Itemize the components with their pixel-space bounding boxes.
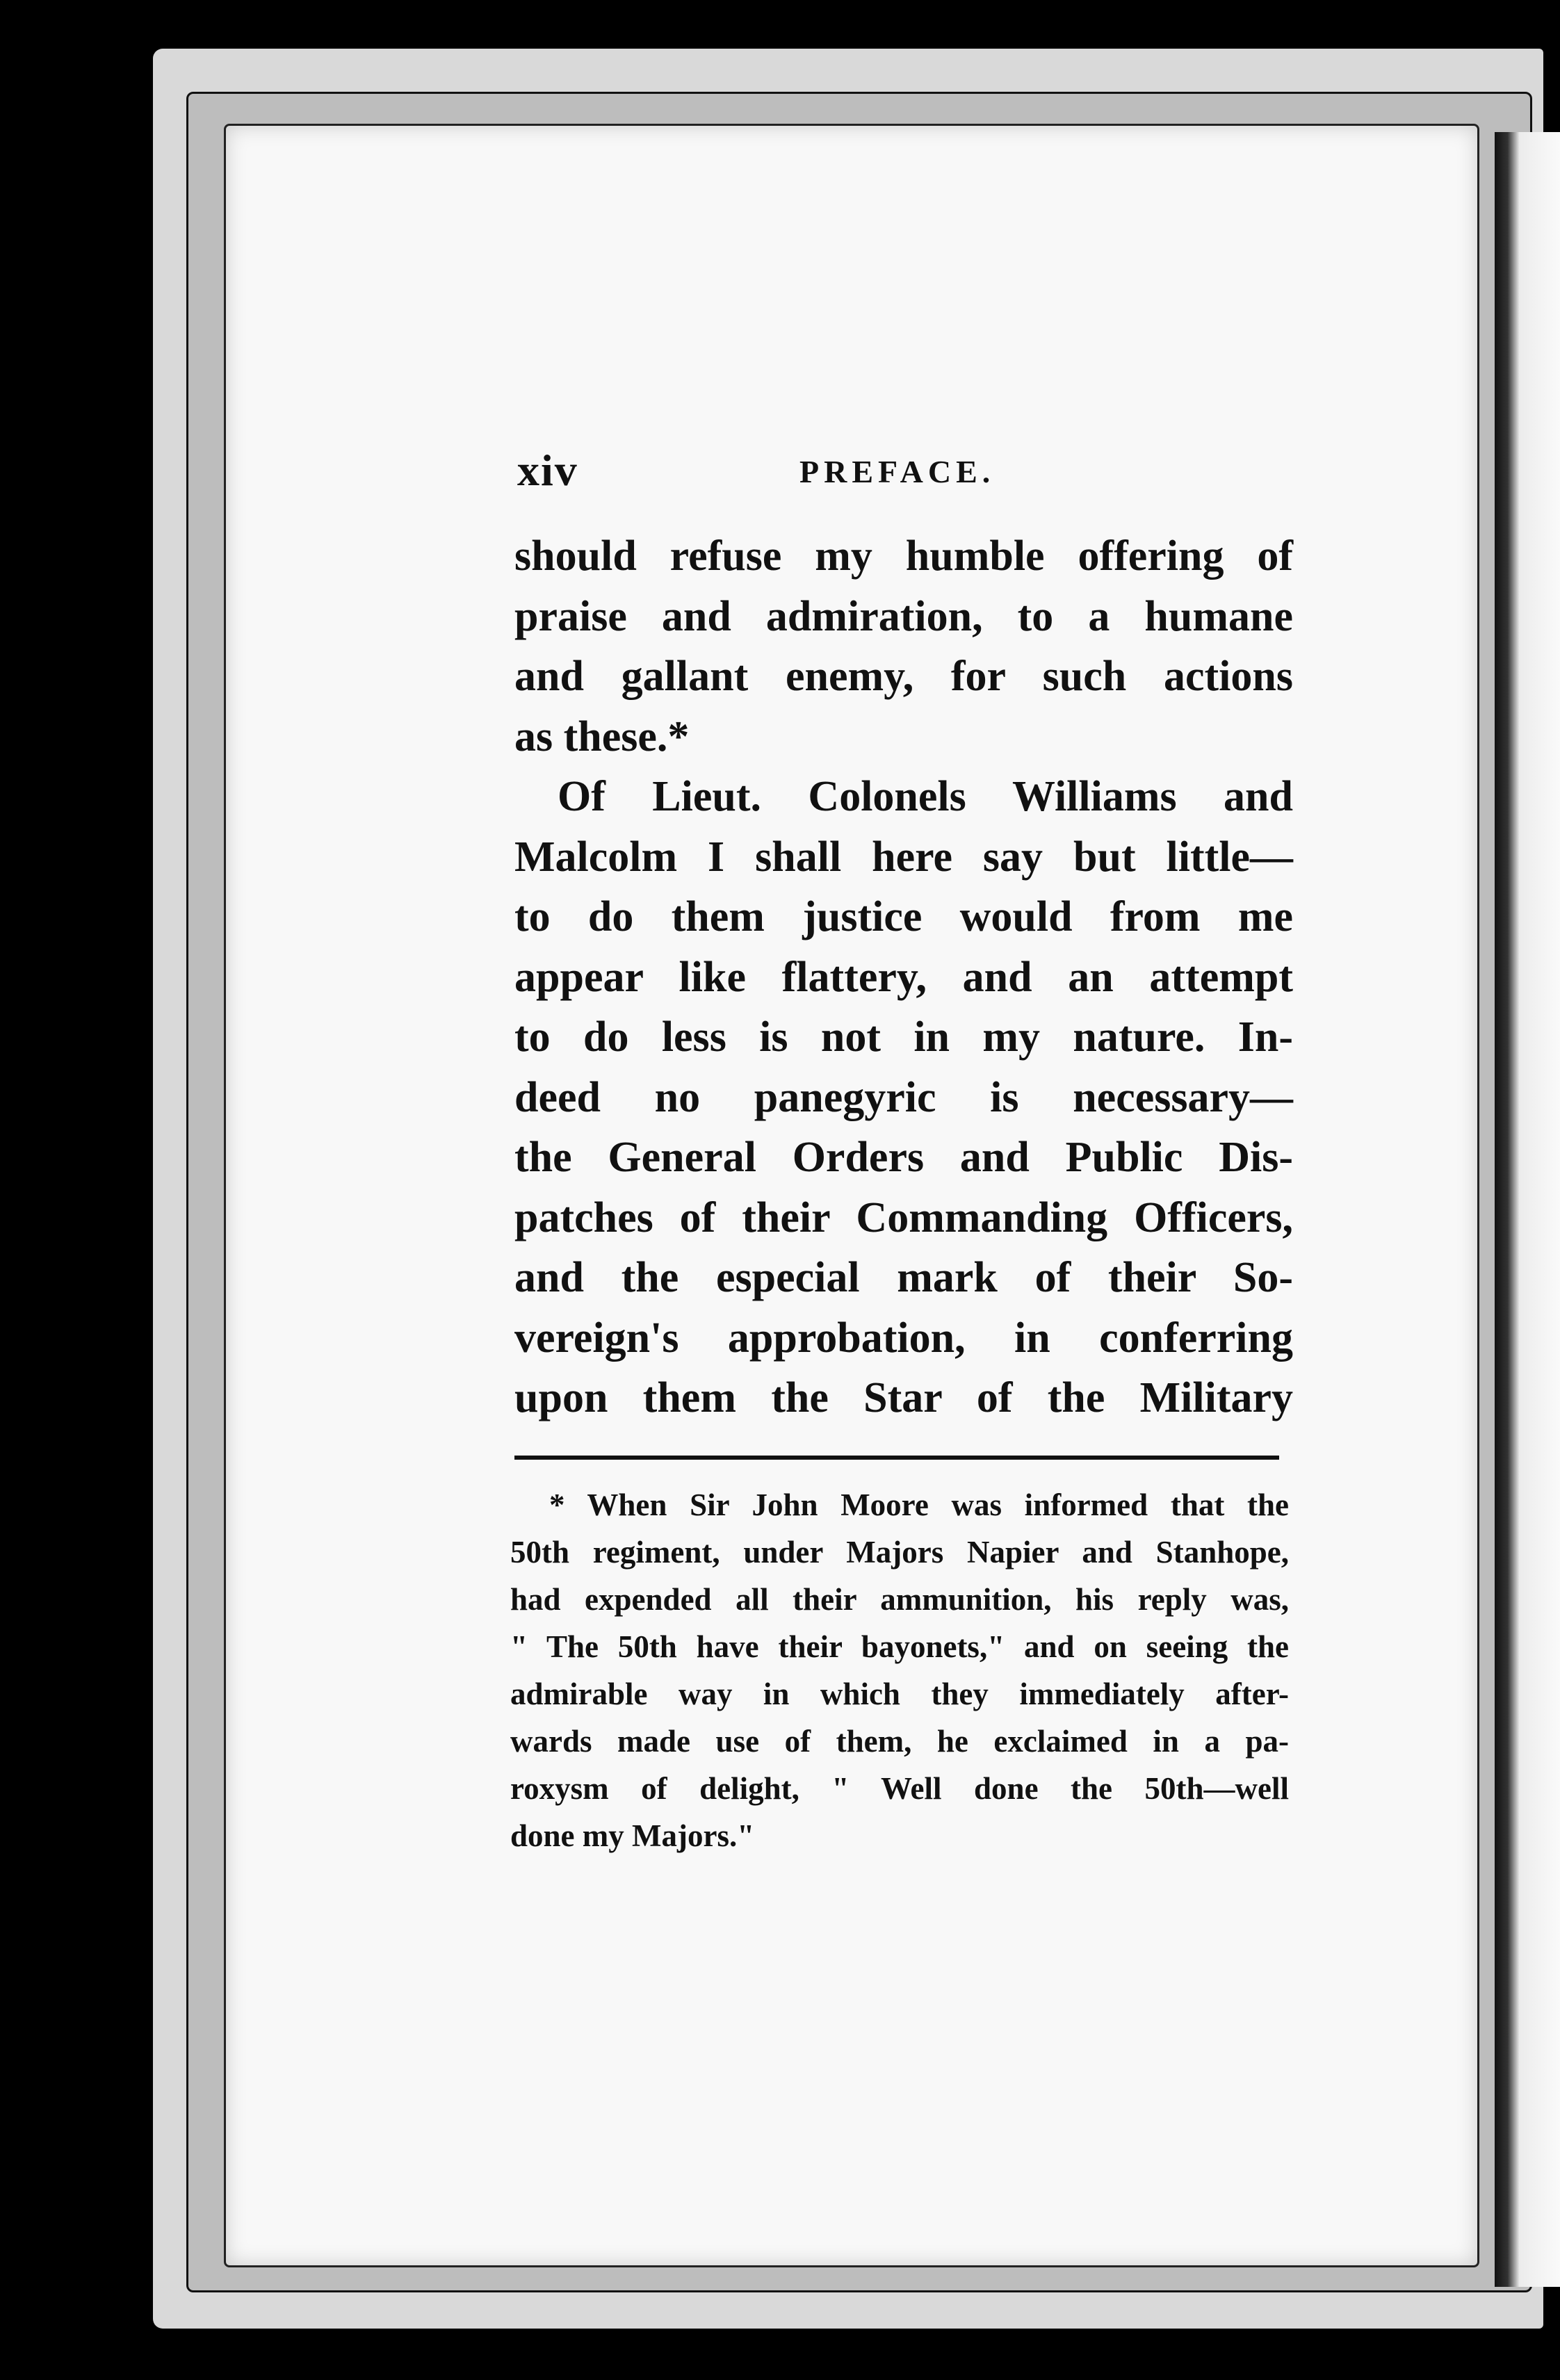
body-line: to do them justice would from me (514, 893, 1293, 940)
body-line: upon them the Star of the Military (514, 1374, 1293, 1421)
facing-page-edge (1495, 132, 1560, 2287)
running-title: PREFACE. (799, 454, 996, 489)
footnote-line: admirable way in which they immediately after- (510, 1677, 1289, 1711)
body-line: should refuse my humble offering of (514, 532, 1293, 580)
body-line: vereign's approbation, in conferring (514, 1314, 1293, 1362)
body-line: as these.* (514, 712, 690, 760)
footnote-line: roxysm of delight, " Well done the 50th—well (510, 1771, 1289, 1806)
page-number: xiv (517, 446, 578, 495)
body-line: deed no panegyric is necessary— (514, 1073, 1293, 1121)
body-text (514, 526, 1293, 1428)
footnote-line: 50th regiment, under Majors Napier and Stanhope, (510, 1535, 1289, 1570)
footnote-line: " The 50th have their bayonets," and on seeing the (510, 1629, 1289, 1664)
body-line: Malcolm I shall here say but little— (514, 833, 1293, 881)
body-line: patches of their Commanding Officers, (514, 1193, 1293, 1241)
body-line: appear like flattery, and an attempt (514, 953, 1293, 1001)
footnote-line: done my Majors." (510, 1818, 755, 1853)
body-line: the General Orders and Public Dis- (514, 1134, 1293, 1181)
body-line: praise and admiration, to a humane (514, 592, 1293, 640)
footnote-line: * When Sir John Moore was informed that the (549, 1488, 1289, 1522)
body-line: and gallant enemy, for such actions (514, 653, 1293, 700)
running-head (517, 445, 1303, 500)
body-line: to do less is not in my nature. In- (514, 1013, 1293, 1061)
footnote-rule (514, 1456, 1279, 1460)
footnote-line: had expended all their ammunition, his reply was, (510, 1582, 1289, 1617)
footnote-line: wards made use of them, he exclaimed in a pa- (510, 1724, 1289, 1759)
body-line: Of Lieut. Colonels Williams and (558, 773, 1293, 820)
footnote (510, 1481, 1289, 1859)
body-line: and the especial mark of their So- (514, 1254, 1293, 1301)
